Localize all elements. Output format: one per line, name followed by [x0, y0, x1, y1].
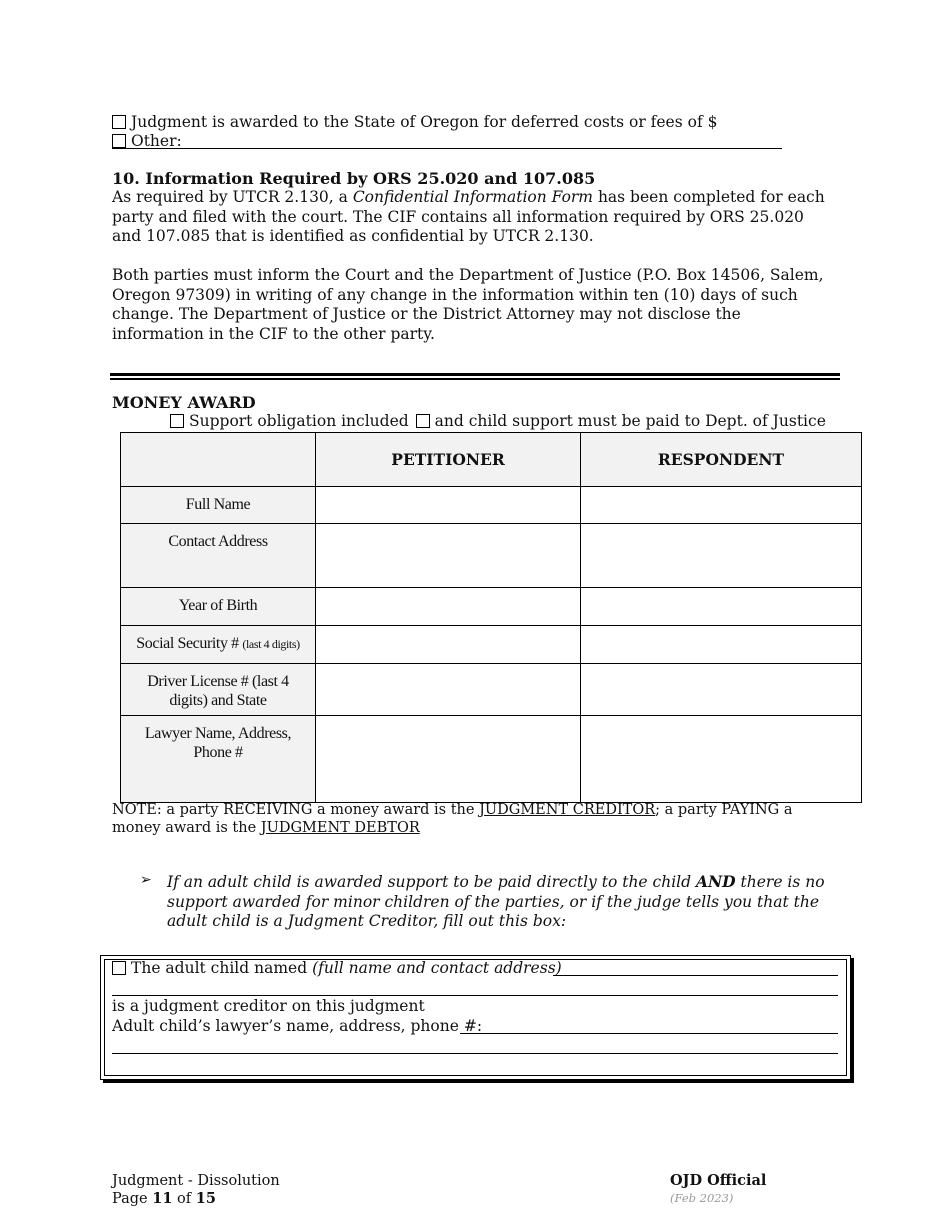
ssn-label: Social Security # (last 4 digits) [121, 626, 316, 664]
adult-child-address-field[interactable] [112, 978, 838, 996]
lawyer-label: Lawyer Name, Address, Phone # [121, 716, 316, 803]
petitioner-ssn-field[interactable] [316, 626, 581, 664]
table-header-row [121, 433, 862, 487]
support-included-checkbox[interactable] [170, 414, 184, 428]
adult-child-named-hint: (full name and contact address) [312, 959, 562, 977]
respondent-driver-license-field[interactable] [581, 664, 862, 716]
bullet-arrow-icon: ➢ [140, 872, 152, 888]
respondent-full-name-field[interactable] [581, 487, 862, 524]
footer-official: OJD Official [670, 1172, 767, 1189]
respondent-ssn-field[interactable] [581, 626, 862, 664]
petitioner-driver-license-field[interactable] [316, 664, 581, 716]
paid-to-doj-label: and child support must be paid to Dept. of Justice [434, 412, 826, 430]
adult-child-named-row [112, 959, 572, 977]
adult-child-named-label: The adult child named [131, 959, 313, 977]
table-row [121, 588, 862, 626]
petitioner-contact-address-field[interactable] [316, 524, 581, 588]
respondent-year-of-birth-field[interactable] [581, 588, 862, 626]
deferred-costs-checkbox[interactable] [112, 115, 126, 129]
petitioner-lawyer-field[interactable] [316, 716, 581, 803]
header-blank-cell [121, 433, 316, 487]
section10-heading: 10. Information Required by ORS 25.020 and 107.085 [112, 169, 596, 188]
table-row [121, 524, 862, 588]
adult-child-lawyer-field-2[interactable] [112, 1036, 838, 1054]
respondent-column-header: RESPONDENT [581, 433, 862, 487]
paid-to-doj-checkbox[interactable] [416, 414, 430, 428]
section10-paragraph-2: Both parties must inform the Court and the Department of Justice (P.O. Box 14506, Salem, Oregon 97309) in writing of any change in the information within ten (10) days of such change. The Department of Justice or the District Attorney may not disclose the information in the CIF to the other party. [112, 266, 824, 343]
other-text-field[interactable] [189, 131, 782, 149]
footer-doc-title: Judgment - Dissolution [112, 1173, 280, 1189]
section-divider [110, 373, 840, 376]
footer-page-number: Page 11 of 15 [112, 1190, 216, 1207]
petitioner-year-of-birth-field[interactable] [316, 588, 581, 626]
table-row [121, 716, 862, 803]
contact-address-label: Contact Address [121, 524, 316, 588]
respondent-lawyer-field[interactable] [581, 716, 862, 803]
adult-child-instructions: If an adult child is awarded support to be paid directly to the child AND there is no support awarded for minor children of the parties, or if the judge tells you that the adult child is a Judgment Creditor, fill out this box: [167, 872, 825, 930]
support-obligation-row [170, 412, 870, 430]
judgment-note: NOTE: a party RECEIVING a money award is the JUDGMENT CREDITOR; a party PAYING a money award is the JUDGMENT DEBTOR [112, 802, 793, 836]
petitioner-full-name-field[interactable] [316, 487, 581, 524]
adult-child-lawyer-field[interactable] [460, 1016, 838, 1034]
full-name-label: Full Name [121, 487, 316, 524]
judgment-creditor-text: is a judgment creditor on this judgment [112, 997, 425, 1015]
driver-license-label: Driver License # (last 4 digits) and State [121, 664, 316, 716]
adult-child-checkbox[interactable] [112, 961, 126, 975]
section10-paragraph-1: As required by UTCR 2.130, a Confidential Information Form has been completed for each party and filed with the court. The CIF contains all information required by ORS 25.020 and 107.085 that is identified as confidential by UTCR 2.130. [112, 188, 825, 245]
support-included-label: Support obligation included [189, 412, 409, 430]
adult-child-lawyer-label: Adult child’s lawyer’s name, address, phone #: [112, 1017, 483, 1035]
deferred-costs-label: Judgment is awarded to the State of Oregon for deferred costs or fees of $ [131, 113, 718, 131]
other-label: Other: [131, 132, 182, 150]
table-row [121, 487, 862, 524]
footer-date: (Feb 2023) [670, 1191, 734, 1205]
year-of-birth-label: Year of Birth [121, 588, 316, 626]
adult-child-name-field[interactable] [553, 958, 838, 976]
respondent-contact-address-field[interactable] [581, 524, 862, 588]
table-row [121, 626, 862, 664]
table-row [121, 664, 862, 716]
section-divider-thin [110, 378, 840, 380]
money-award-table [120, 432, 862, 803]
petitioner-column-header: PETITIONER [316, 433, 581, 487]
money-award-heading: MONEY AWARD [112, 393, 256, 412]
other-checkbox[interactable] [112, 134, 126, 148]
